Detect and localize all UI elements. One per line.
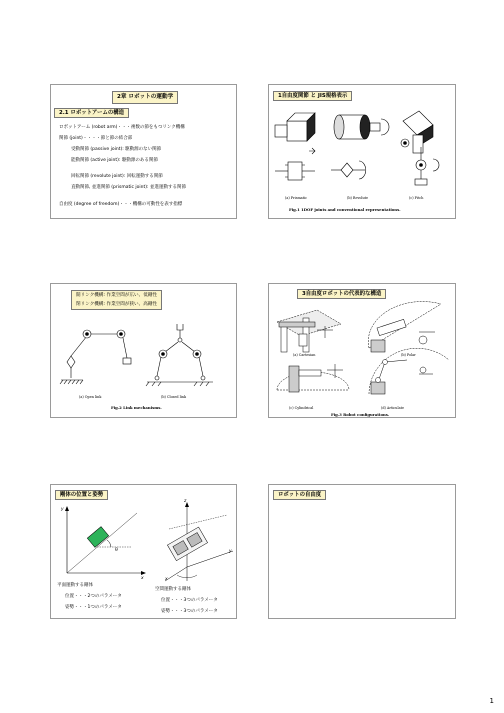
subfigure-label-b: (b) Closed link	[161, 395, 187, 399]
planar-line: 位置・・・2つのパラメータ	[65, 594, 122, 599]
closed-link-drawing	[146, 324, 213, 386]
subfigure-label-a: (a) Prismatic	[285, 196, 308, 200]
axis-label-y: y	[61, 507, 64, 512]
slide-title: 剛体の位置と姿勢	[55, 490, 108, 500]
axis-label-x: x	[141, 576, 144, 581]
subfigure-label-c: (c) Pitch	[409, 196, 424, 200]
cartesian-robot-drawing	[277, 310, 341, 352]
figure-caption: Fig.2 Link mechanisms.	[111, 405, 162, 410]
text-line: ロボットアーム (robot arm)・・・複数の節をもつリンク機構	[59, 125, 185, 130]
planar-rigid-body-drawing	[57, 503, 147, 581]
subfigure-label-d: (d) Articulate	[381, 406, 404, 410]
slide-robot-kinematics	[50, 84, 237, 219]
planar-heading: 平面運動する剛体	[57, 583, 93, 588]
axis-label-y3: y	[229, 549, 232, 554]
spatial-line: 位置・・・3つのパラメータ	[161, 598, 218, 603]
slide-robot-configurations	[268, 283, 456, 418]
slide-title: ロボットの自由度	[273, 490, 326, 500]
text-line: 直動関節, 並進関節 (prismatic joint): 並進運動する関節	[71, 185, 186, 190]
subfigure-label-c: (c) Cylindrical	[289, 406, 314, 410]
text-line: 閉リンク機構: 作業空間が狭い、高剛性	[76, 301, 158, 307]
text-line: 受動関節 (passive joint): 駆動源のない関節	[71, 147, 162, 152]
text-line: 関節 (joint)・・・・節と節の結合部	[59, 136, 133, 141]
page-number: 1	[489, 697, 494, 705]
subfigure-label-a: (a) Cartesian	[293, 353, 316, 357]
text-line: 回転関節 (revolute joint): 回転運動する関節	[71, 174, 163, 179]
slide-robot-dof	[268, 484, 456, 619]
prismatic-joint-drawing	[275, 113, 315, 180]
revolute-joint-drawing	[331, 115, 389, 179]
spatial-rigid-body-drawing	[157, 497, 237, 585]
slide-link-mechanisms	[50, 283, 237, 418]
axis-label-z: z	[184, 499, 187, 504]
text-line: 自由度 (degree of freedom)・・・機構の可動性を表す指標	[59, 202, 183, 207]
link-diagrams	[57, 322, 233, 392]
spatial-heading: 空間運動する剛体	[155, 587, 191, 592]
slide-1dof-joints	[268, 84, 456, 219]
open-link-drawing	[60, 330, 131, 384]
text-line: 能動関節 (active joint): 駆動源のある関節	[71, 158, 158, 163]
slide-title: 2章 ロボットの運動学	[112, 91, 178, 104]
slide-title: 1自由度関節 と JIS規格表示	[273, 91, 352, 101]
subfigure-label-b: (b) Revolute	[347, 196, 369, 200]
angle-label: θ	[115, 548, 118, 553]
planar-line: 姿勢・・・1つのパラメータ	[65, 605, 122, 610]
text-line: 開リンク機構: 作業空間が広い、低剛性	[76, 293, 158, 298]
subfigure-label-a: (a) Open link	[79, 395, 102, 399]
spatial-line: 姿勢・・・3つのパラメータ	[161, 609, 218, 614]
pitch-joint-drawing	[401, 111, 439, 185]
comparison-box	[71, 290, 162, 310]
subfigure-label-b: (b) Polar	[401, 353, 416, 357]
axis-label-x3: x	[165, 577, 168, 582]
cylindrical-robot-drawing	[277, 364, 349, 392]
section-heading: 2.1 ロボットアームの構造	[54, 108, 129, 118]
polar-robot-drawing	[368, 302, 441, 352]
figure-caption: Fig.3 Robot configurations.	[331, 412, 390, 417]
slide-title: 3自由度ロボットの代表的な構造	[297, 289, 386, 299]
joint-diagrams	[273, 107, 453, 195]
robot-configuration-drawings	[273, 300, 453, 404]
figure-caption: Fig.1 1DOF joints and conventional representations.	[289, 207, 401, 212]
slide-rigid-body-pose	[50, 484, 237, 619]
